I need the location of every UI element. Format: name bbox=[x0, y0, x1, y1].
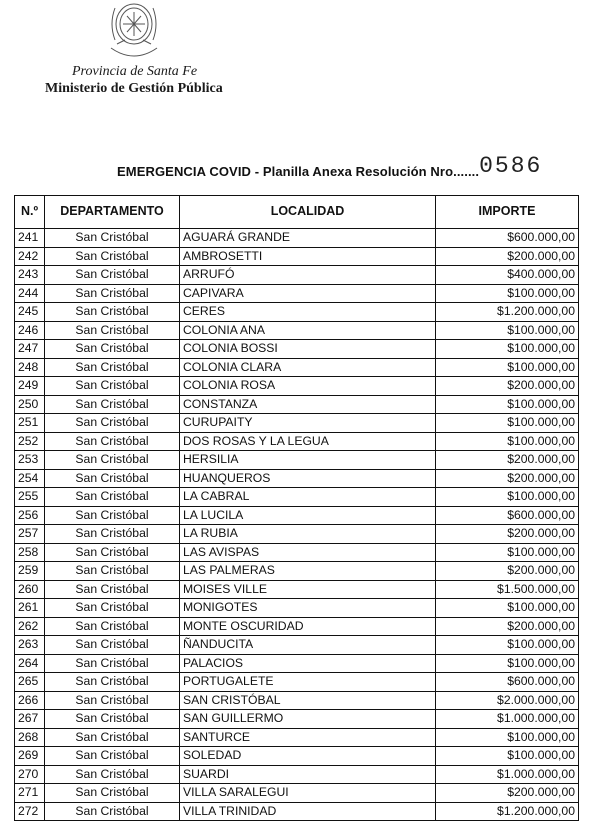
row-number: 262 bbox=[15, 617, 45, 636]
row-amount: $100.000,00 bbox=[436, 654, 579, 673]
row-number: 251 bbox=[15, 414, 45, 433]
row-department: San Cristóbal bbox=[45, 636, 180, 655]
row-department: San Cristóbal bbox=[45, 358, 180, 377]
row-number: 241 bbox=[15, 229, 45, 248]
table-row bbox=[15, 765, 579, 784]
row-number: 266 bbox=[15, 691, 45, 710]
row-department: San Cristóbal bbox=[45, 654, 180, 673]
row-number: 253 bbox=[15, 451, 45, 470]
header-number: N.º bbox=[15, 196, 45, 229]
row-locality: VILLA SARALEGUI bbox=[180, 784, 436, 803]
table-row bbox=[15, 691, 579, 710]
table-row bbox=[15, 673, 579, 692]
table-row bbox=[15, 747, 579, 766]
table-row bbox=[15, 284, 579, 303]
table-row bbox=[15, 321, 579, 340]
row-number: 264 bbox=[15, 654, 45, 673]
table-row bbox=[15, 358, 579, 377]
row-amount: $100.000,00 bbox=[436, 414, 579, 433]
row-number: 258 bbox=[15, 543, 45, 562]
row-locality: AGUARÁ GRANDE bbox=[180, 229, 436, 248]
table-row bbox=[15, 395, 579, 414]
row-department: San Cristóbal bbox=[45, 340, 180, 359]
row-locality: MONIGOTES bbox=[180, 599, 436, 618]
row-amount: $200.000,00 bbox=[436, 617, 579, 636]
row-amount: $100.000,00 bbox=[436, 395, 579, 414]
row-amount: $100.000,00 bbox=[436, 599, 579, 618]
row-locality: PORTUGALETE bbox=[180, 673, 436, 692]
row-number: 254 bbox=[15, 469, 45, 488]
localities-table bbox=[14, 195, 579, 821]
row-amount: $1.500.000,00 bbox=[436, 580, 579, 599]
row-number: 257 bbox=[15, 525, 45, 544]
row-locality: PALACIOS bbox=[180, 654, 436, 673]
row-amount: $1.000.000,00 bbox=[436, 765, 579, 784]
row-locality: COLONIA ROSA bbox=[180, 377, 436, 396]
row-locality: LAS PALMERAS bbox=[180, 562, 436, 581]
row-department: San Cristóbal bbox=[45, 617, 180, 636]
province-name: Provincia de Santa Fe bbox=[72, 64, 198, 79]
row-department: San Cristóbal bbox=[45, 525, 180, 544]
row-amount: $600.000,00 bbox=[436, 673, 579, 692]
ministry-name: Ministerio de Gestión Pública bbox=[45, 81, 223, 96]
table-row bbox=[15, 506, 579, 525]
row-department: San Cristóbal bbox=[45, 321, 180, 340]
row-amount: $200.000,00 bbox=[436, 451, 579, 470]
table-row bbox=[15, 543, 579, 562]
row-amount: $1.000.000,00 bbox=[436, 710, 579, 729]
row-department: San Cristóbal bbox=[45, 802, 180, 821]
row-locality: MOISES VILLE bbox=[180, 580, 436, 599]
row-department: San Cristóbal bbox=[45, 414, 180, 433]
header-locality: LOCALIDAD bbox=[180, 196, 436, 229]
row-department: San Cristóbal bbox=[45, 673, 180, 692]
row-locality: SAN CRISTÓBAL bbox=[180, 691, 436, 710]
row-department: San Cristóbal bbox=[45, 599, 180, 618]
row-department: San Cristóbal bbox=[45, 377, 180, 396]
table-row bbox=[15, 710, 579, 729]
row-amount: $1.200.000,00 bbox=[436, 802, 579, 821]
row-department: San Cristóbal bbox=[45, 580, 180, 599]
row-number: 252 bbox=[15, 432, 45, 451]
row-number: 242 bbox=[15, 247, 45, 266]
table-row bbox=[15, 451, 579, 470]
row-locality: CERES bbox=[180, 303, 436, 322]
row-locality: LAS AVISPAS bbox=[180, 543, 436, 562]
row-amount: $600.000,00 bbox=[436, 506, 579, 525]
row-locality: SAN GUILLERMO bbox=[180, 710, 436, 729]
table-row bbox=[15, 432, 579, 451]
table-header-row bbox=[15, 196, 579, 229]
row-department: San Cristóbal bbox=[45, 506, 180, 525]
row-locality: ARRUFÓ bbox=[180, 266, 436, 285]
row-number: 267 bbox=[15, 710, 45, 729]
document-title bbox=[117, 153, 543, 183]
row-number: 272 bbox=[15, 802, 45, 821]
row-department: San Cristóbal bbox=[45, 784, 180, 803]
row-number: 268 bbox=[15, 728, 45, 747]
row-locality: LA CABRAL bbox=[180, 488, 436, 507]
table-row bbox=[15, 617, 579, 636]
row-department: San Cristóbal bbox=[45, 266, 180, 285]
row-amount: $200.000,00 bbox=[436, 377, 579, 396]
table-row bbox=[15, 654, 579, 673]
row-locality: VILLA TRINIDAD bbox=[180, 802, 436, 821]
row-number: 246 bbox=[15, 321, 45, 340]
row-number: 248 bbox=[15, 358, 45, 377]
row-department: San Cristóbal bbox=[45, 728, 180, 747]
row-number: 269 bbox=[15, 747, 45, 766]
row-locality: SOLEDAD bbox=[180, 747, 436, 766]
row-amount: $400.000,00 bbox=[436, 266, 579, 285]
row-amount: $100.000,00 bbox=[436, 432, 579, 451]
row-amount: $100.000,00 bbox=[436, 321, 579, 340]
row-locality: ÑANDUCITA bbox=[180, 636, 436, 655]
row-amount: $100.000,00 bbox=[436, 636, 579, 655]
row-number: 265 bbox=[15, 673, 45, 692]
row-number: 247 bbox=[15, 340, 45, 359]
row-locality: CONSTANZA bbox=[180, 395, 436, 414]
row-number: 249 bbox=[15, 377, 45, 396]
row-amount: $100.000,00 bbox=[436, 747, 579, 766]
table-row bbox=[15, 488, 579, 507]
row-number: 261 bbox=[15, 599, 45, 618]
table-row bbox=[15, 414, 579, 433]
row-locality: LA RUBIA bbox=[180, 525, 436, 544]
table-row bbox=[15, 247, 579, 266]
row-number: 250 bbox=[15, 395, 45, 414]
row-department: San Cristóbal bbox=[45, 395, 180, 414]
row-locality: CAPIVARA bbox=[180, 284, 436, 303]
row-department: San Cristóbal bbox=[45, 765, 180, 784]
row-amount: $200.000,00 bbox=[436, 469, 579, 488]
row-department: San Cristóbal bbox=[45, 229, 180, 248]
row-number: 271 bbox=[15, 784, 45, 803]
row-department: San Cristóbal bbox=[45, 247, 180, 266]
row-amount: $100.000,00 bbox=[436, 340, 579, 359]
row-department: San Cristóbal bbox=[45, 562, 180, 581]
row-number: 245 bbox=[15, 303, 45, 322]
table-row bbox=[15, 377, 579, 396]
row-amount: $100.000,00 bbox=[436, 488, 579, 507]
row-department: San Cristóbal bbox=[45, 303, 180, 322]
table-row bbox=[15, 580, 579, 599]
table-row bbox=[15, 303, 579, 322]
table-row bbox=[15, 562, 579, 581]
row-department: San Cristóbal bbox=[45, 543, 180, 562]
table-row bbox=[15, 469, 579, 488]
row-department: San Cristóbal bbox=[45, 451, 180, 470]
row-number: 260 bbox=[15, 580, 45, 599]
row-department: San Cristóbal bbox=[45, 691, 180, 710]
row-number: 256 bbox=[15, 506, 45, 525]
row-amount: $1.200.000,00 bbox=[436, 303, 579, 322]
table-row bbox=[15, 340, 579, 359]
row-locality: COLONIA BOSSI bbox=[180, 340, 436, 359]
row-number: 243 bbox=[15, 266, 45, 285]
row-amount: $200.000,00 bbox=[436, 562, 579, 581]
row-locality: CURUPAITY bbox=[180, 414, 436, 433]
row-number: 255 bbox=[15, 488, 45, 507]
row-locality: LA LUCILA bbox=[180, 506, 436, 525]
row-locality: MONTE OSCURIDAD bbox=[180, 617, 436, 636]
row-locality: HERSILIA bbox=[180, 451, 436, 470]
table-row bbox=[15, 525, 579, 544]
row-locality: AMBROSETTI bbox=[180, 247, 436, 266]
row-amount: $200.000,00 bbox=[436, 525, 579, 544]
row-number: 259 bbox=[15, 562, 45, 581]
coat-of-arms-seal bbox=[103, 0, 165, 58]
row-department: San Cristóbal bbox=[45, 488, 180, 507]
row-amount: $100.000,00 bbox=[436, 284, 579, 303]
resolution-number: 0586 bbox=[479, 153, 543, 179]
row-amount: $200.000,00 bbox=[436, 784, 579, 803]
row-department: San Cristóbal bbox=[45, 284, 180, 303]
row-amount: $100.000,00 bbox=[436, 728, 579, 747]
row-department: San Cristóbal bbox=[45, 710, 180, 729]
row-locality: HUANQUEROS bbox=[180, 469, 436, 488]
table-row bbox=[15, 599, 579, 618]
row-locality: SUARDI bbox=[180, 765, 436, 784]
row-number: 270 bbox=[15, 765, 45, 784]
row-amount: $100.000,00 bbox=[436, 543, 579, 562]
table-row bbox=[15, 784, 579, 803]
table-row bbox=[15, 229, 579, 248]
row-locality: COLONIA ANA bbox=[180, 321, 436, 340]
title-text: EMERGENCIA COVID - Planilla Anexa Resolución Nro....... bbox=[117, 164, 480, 179]
table-row bbox=[15, 802, 579, 821]
table-row bbox=[15, 636, 579, 655]
row-department: San Cristóbal bbox=[45, 747, 180, 766]
row-number: 244 bbox=[15, 284, 45, 303]
header-amount: IMPORTE bbox=[436, 196, 579, 229]
row-department: San Cristóbal bbox=[45, 469, 180, 488]
row-number: 263 bbox=[15, 636, 45, 655]
row-locality: COLONIA CLARA bbox=[180, 358, 436, 377]
row-amount: $600.000,00 bbox=[436, 229, 579, 248]
row-amount: $200.000,00 bbox=[436, 247, 579, 266]
row-locality: SANTURCE bbox=[180, 728, 436, 747]
table-row bbox=[15, 266, 579, 285]
row-amount: $2.000.000,00 bbox=[436, 691, 579, 710]
row-amount: $100.000,00 bbox=[436, 358, 579, 377]
header-department: DEPARTAMENTO bbox=[45, 196, 180, 229]
row-department: San Cristóbal bbox=[45, 432, 180, 451]
table-row bbox=[15, 728, 579, 747]
row-locality: DOS ROSAS Y LA LEGUA bbox=[180, 432, 436, 451]
